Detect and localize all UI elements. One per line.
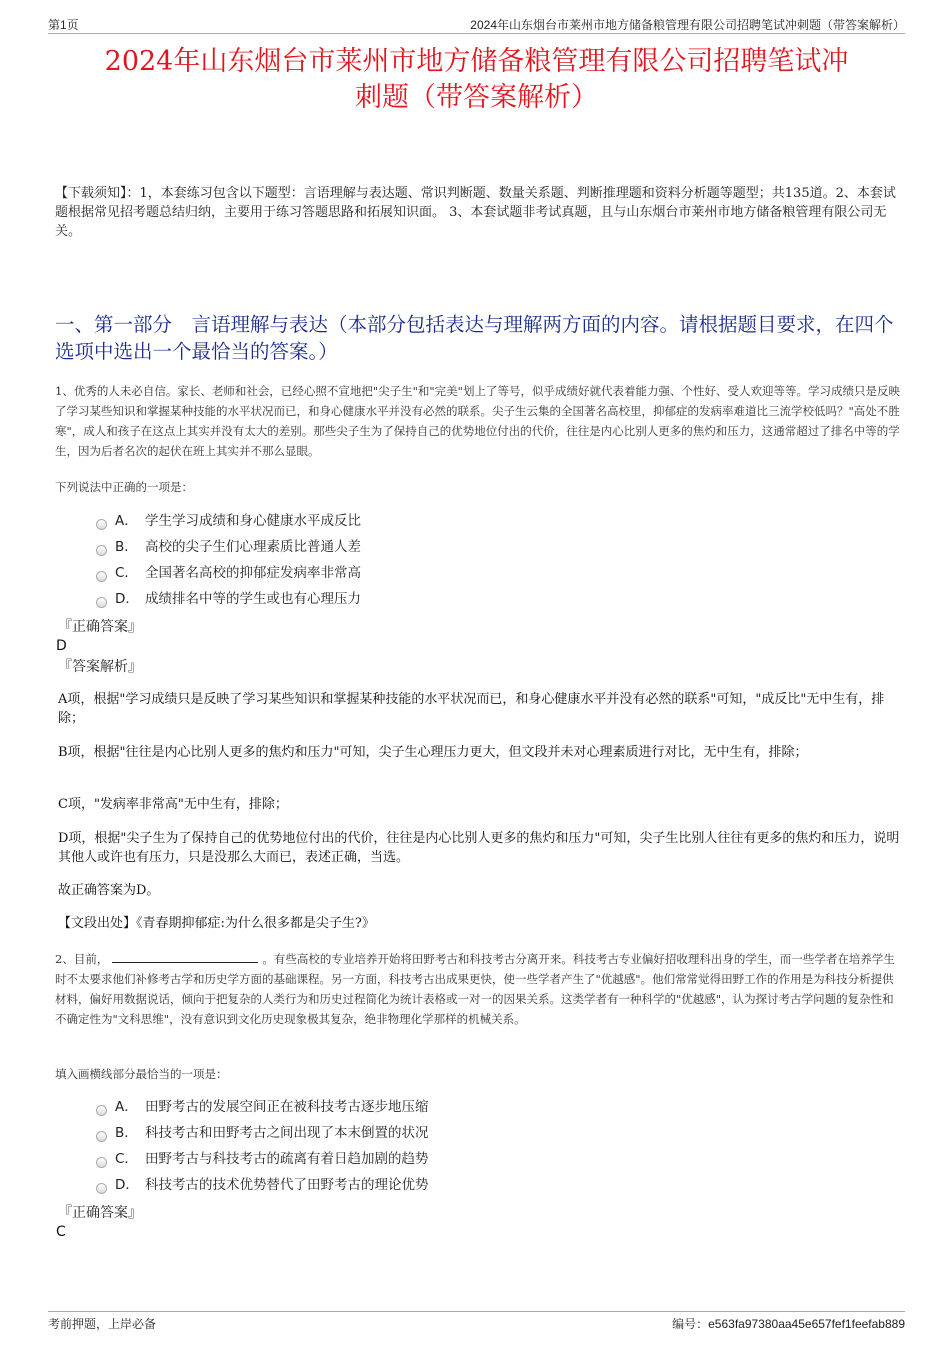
question-2-prompt: 填入画横线部分最恰当的一项是：	[55, 1067, 228, 1081]
footer-slogan: 考前押题，上岸必备	[48, 1317, 157, 1331]
section-heading: 一、第一部分 言语理解与表达（本部分包括表达与理解两方面的内容。请根据题目要求，在四个选项中选出一个最恰当的答案。）	[55, 313, 894, 363]
option-text: 科技考古和田野考古之间出现了本末倒置的状况	[145, 1125, 429, 1141]
footer-serial: 编号：e563fa97380aa45e657fef1feefab889	[672, 1317, 905, 1331]
option-b[interactable]	[96, 1120, 429, 1146]
radio-button[interactable]	[96, 545, 107, 556]
option-letter: D．	[115, 591, 139, 607]
download-notice: 【下载须知】：1，本套练习包含以下题型：言语理解与表达题、常识判断题、数量关系题、判断推理题和资料分析题等题型；共135道。2、本套试题根据常见招考题总结归纳，主要用于练习答题思路和拓展知识面。 3、本套试题非考试真题，且与山东烟台市莱州市地方储备粮管理有限公司无关。	[55, 186, 896, 239]
option-text: 田野考古与科技考古的疏离有着日趋加剧的趋势	[145, 1151, 429, 1167]
radio-button[interactable]	[96, 1183, 107, 1194]
radio-button[interactable]	[96, 1131, 107, 1142]
option-a[interactable]	[96, 1094, 429, 1120]
page-number: 第1页	[48, 18, 79, 32]
question-2-options	[96, 1094, 429, 1198]
option-text: 学生学习成绩和身心健康水平成反比	[145, 513, 361, 529]
correct-answer-label: 『正确答案』	[58, 1205, 142, 1221]
option-letter: C．	[115, 1151, 138, 1167]
radio-button[interactable]	[96, 571, 107, 582]
option-c[interactable]	[96, 560, 361, 586]
option-c[interactable]	[96, 1146, 429, 1172]
option-d[interactable]	[96, 586, 361, 612]
title-line-1: 2024年山东烟台市莱州市地方储备粮管理有限公司招聘笔试冲	[104, 46, 849, 77]
correct-answer-label: 『正确答案』	[58, 619, 142, 635]
analysis-option-d: D项，根据"尖子生为了保持自己的优势地位付出的代价，往往是内心比别人更多的焦灼和压力"可知，尖子生比别人往往有更多的焦灼和压力，说明其他人或许也有压力，只是没那么大而已，表述正确，当选。	[58, 831, 900, 865]
option-letter: B．	[115, 1125, 138, 1141]
header-doc-title: 2024年山东烟台市莱州市地方储备粮管理有限公司招聘笔试冲刺题（带答案解析）	[470, 18, 905, 32]
question-1-options	[96, 508, 361, 612]
option-letter: B．	[115, 539, 138, 555]
fill-in-blank	[112, 952, 258, 963]
option-a[interactable]	[96, 508, 361, 534]
option-letter: A．	[115, 1099, 138, 1115]
question-2-passage	[55, 949, 902, 1029]
radio-button[interactable]	[96, 1105, 107, 1116]
option-b[interactable]	[96, 534, 361, 560]
option-letter: A．	[115, 513, 138, 529]
correct-answer-value: D	[56, 638, 67, 654]
option-text: 成绩排名中等的学生或也有心理压力	[145, 591, 361, 607]
question-2-body: 。有些高校的专业培养开始将田野考古和科技考古分离开来。科技考古专业偏好招收理科出身的学生，而一些学者在培养学生时不太要求他们补修考古学和历史学方面的基础课程。另一方面，科技考古出成果更快，使一些学者产生了"优越感"。他们常常觉得田野工作的作用是为科技分析提供材料，偏好用数据说话，倾向于把复杂的人类行为和历史过程简化为统计表格或一对一的因果关系。这类学者有一种科学的"优越感"，认为探讨考古学问题的复杂性和不确定性为"文科思维"，没有意识到文化历史现象极其复杂，绝非物理化学那样的机械关系。	[55, 952, 895, 1026]
option-text: 科技考古的技术优势替代了田野考古的理论优势	[145, 1177, 429, 1193]
radio-button[interactable]	[96, 597, 107, 608]
analysis-label: 『答案解析』	[58, 659, 142, 675]
analysis-option-b: B项，根据"往往是内心比别人更多的焦灼和压力"可知，尖子生心理压力更大，但文段并未对心理素质进行对比，无中生有，排除；	[58, 745, 808, 760]
passage-source: 【文段出处】《青春期抑郁症:为什么很多都是尖子生?》	[58, 916, 375, 931]
option-letter: D．	[115, 1177, 139, 1193]
page-header	[48, 14, 905, 34]
option-text: 高校的尖子生们心理素质比普通人差	[145, 539, 361, 555]
radio-button[interactable]	[96, 1157, 107, 1168]
option-letter: C．	[115, 565, 138, 581]
analysis-option-c: C项，"发病率非常高"无中生有，排除；	[58, 797, 288, 812]
question-1-prompt: 下列说法中正确的一项是：	[55, 480, 193, 494]
analysis-option-a: A项，根据"学习成绩只是反映了学习某些知识和掌握某种技能的水平状况而已，和身心健康水平并没有必然的联系"可知，"成反比"无中生有，排除；	[58, 692, 885, 726]
analysis-conclusion: 故正确答案为D。	[58, 883, 160, 898]
option-text: 全国著名高校的抑郁症发病率非常高	[145, 565, 361, 581]
question-2-lead: 2、目前，	[55, 952, 109, 966]
option-text: 田野考古的发展空间正在被科技考古逐步地压缩	[145, 1099, 429, 1115]
question-1-passage: 1、优秀的人未必自信。家长、老师和社会，已经心照不宣地把"尖子生"和"完美"划上了等号，似乎成绩好就代表着能力强、个性好、受人欢迎等等。学习成绩只是反映了学习某些知识和掌握某种技能的水平状况而已，和身心健康水平并没有必然的联系。尖子生云集的全国著名高校里，抑郁症的发病率难道比三流学校低吗？"高处不胜寒"，成人和孩子在这点上其实并没有太大的差别。那些尖子生为了保持自己的优势地位付出的代价，往往是内心比别人更多的焦灼和压力，这通常超过了排名中等的学生，因为后者名次的起伏在班上其实并不那么显眼。	[55, 384, 900, 458]
option-d[interactable]	[96, 1172, 429, 1198]
document-title	[48, 44, 905, 116]
page-footer	[48, 1311, 905, 1331]
title-line-2: 刺题（带答案解析）	[355, 82, 598, 113]
correct-answer-value: C	[56, 1224, 66, 1240]
radio-button[interactable]	[96, 519, 107, 530]
